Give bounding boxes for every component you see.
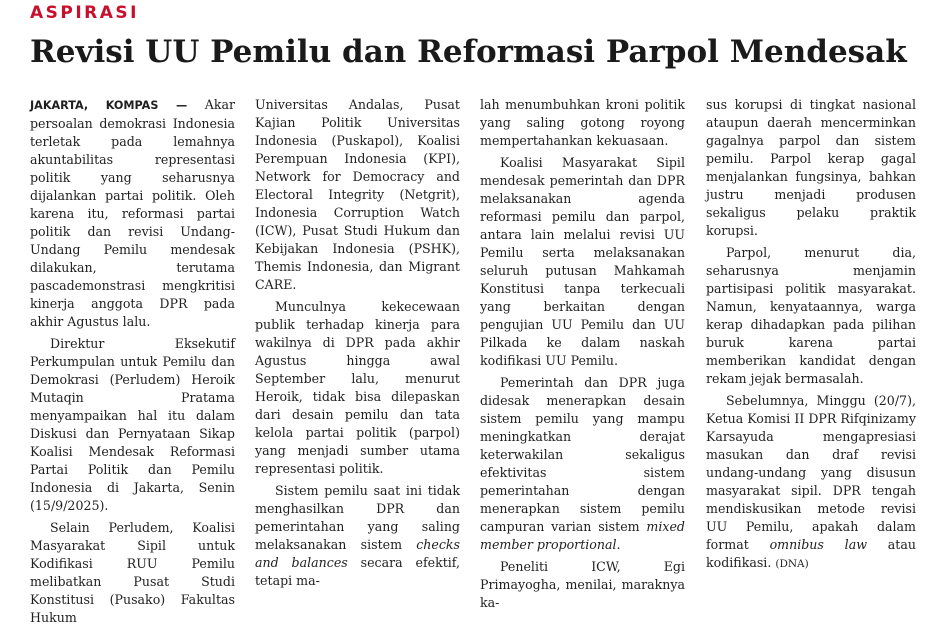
italic-term: checks and balances xyxy=(255,537,460,570)
paragraph: Munculnya kekecewaan publik terhadap kinerja para wakilnya di DPR pada akhir Agustus hingga awal September lalu, menurut Heroik, tidak bisa dilepaskan dari desain pemilu dan tata kelola partai politik (parpol) yang menjadi sumber utama representasi politik. xyxy=(255,299,460,476)
article-column-4 xyxy=(706,96,916,577)
paragraph: sus korupsi di tingkat nasional ataupun daerah mencerminkan gagalnya parpol dan sistem pemilu. Parpol kerap gagal menjalankan fungsinya, bahkan justru menjadi produsen sekaligus pelaku praktik korupsi. xyxy=(706,97,916,238)
paragraph-text: Sistem pemilu saat ini tidak menghasilkan DPR dan pemerintahan yang saling melaksanakan sistem xyxy=(255,483,460,552)
dateline: JAKARTA, KOMPAS — xyxy=(30,99,205,112)
section-label: ASPIRASI xyxy=(30,3,140,23)
paragraph: Selain Perludem, Koalisi Masyarakat Sipil untuk Kodifikasi RUU Pemilu melibatkan Pusat Studi Konstitusi (Pusako) Fakultas Hukum xyxy=(30,520,235,625)
paragraph xyxy=(30,96,235,331)
paragraph-text: secara efektif, tetapi ma- xyxy=(255,555,461,588)
paragraph: Parpol, menurut dia, seharusnya menjamin partisipasi politik masyarakat. Namun, kenyataannya, warga kerap dihadapkan pada pilihan buruk karena partai memberikan kandidat dengan rekam jejak bermasalah. xyxy=(706,245,916,386)
article-column-2 xyxy=(255,96,460,594)
paragraph-text: Sebelumnya, Minggu (20/7), Ketua Komisi II DPR Rifqinizamy Karsayuda mengapresiasi masukan dan draf revisi undang-undang yang disusun masyarakat sipil. DPR tengah mendiskusikan metode revisi UU Pemilu, apakah dalam format xyxy=(706,393,916,552)
paragraph-text: Akar persoalan demokrasi Indonesia terletak pada lemahnya akuntabilitas representasi politik yang seharusnya dijalankan partai politik. Oleh karena itu, reformasi partai politik dan revisi Undang-Undang Pemilu mendesak dilakukan, terutama pascademonstrasi mengkritisi kinerja anggota DPR pada akhir Agustus lalu. xyxy=(30,97,235,329)
paragraph-text: . xyxy=(616,537,621,552)
paragraph: Peneliti ICW, Egi Primayogha, menilai, maraknya ka- xyxy=(480,559,685,610)
article-column-3 xyxy=(480,96,685,616)
paragraph-text: atau kodifikasi. xyxy=(706,537,916,570)
article-column-1 xyxy=(30,96,235,631)
paragraph xyxy=(706,392,916,573)
article-headline: Revisi UU Pemilu dan Reformasi Parpol Mendesak xyxy=(30,34,907,70)
italic-term: mixed member proportional xyxy=(480,519,685,552)
paragraph: Direktur Eksekutif Perkumpulan untuk Pemilu dan Demokrasi (Perludem) Heroik Mutaqin Pratama menyampaikan hal itu dalam Diskusi dan Pernyataan Sikap Koalisi Mendesak Reformasi Partai Politik dan Pemilu Indonesia di Jakarta, Senin (15/9/2025). xyxy=(30,336,235,513)
paragraph: lah menumbuhkan kroni politik yang saling gotong royong mempertahankan kekuasaan. xyxy=(480,97,685,148)
italic-term: omnibus law xyxy=(769,537,867,552)
paragraph-text: Pemerintah dan DPR juga didesak menerapkan desain sistem pemilu yang mampu meningkatkan derajat keterwakilan sekaligus efektivitas sistem pemerintahan dengan menerapkan sistem pemilu campuran varian sistem xyxy=(480,375,685,534)
paragraph: Koalisi Masyarakat Sipil mendesak pemerintah dan DPR melaksanakan agenda reformasi pemilu dan parpol, antara lain melalui revisi UU Pemilu serta melaksanakan seluruh putusan Mahkamah Konstitusi tanpa terkecuali yang berkaitan dengan pengujian UU Pemilu dan UU Pilkada ke dalam naskah kodifikasi UU Pemilu. xyxy=(480,155,685,368)
paragraph xyxy=(255,482,460,590)
paragraph xyxy=(480,374,685,554)
author-credit: (DNA) xyxy=(775,558,809,570)
paragraph: Universitas Andalas, Pusat Kajian Politik Universitas Indonesia (Puskapol), Koalisi Perempuan Indonesia (KPI), Network for Democracy and Electoral Integrity (Netgrit), Indonesia Corruption Watch (ICW), Pusat Studi Hukum dan Kebijakan Indonesia (PSHK), Themis Indonesia, dan Migrant CARE. xyxy=(255,97,460,292)
